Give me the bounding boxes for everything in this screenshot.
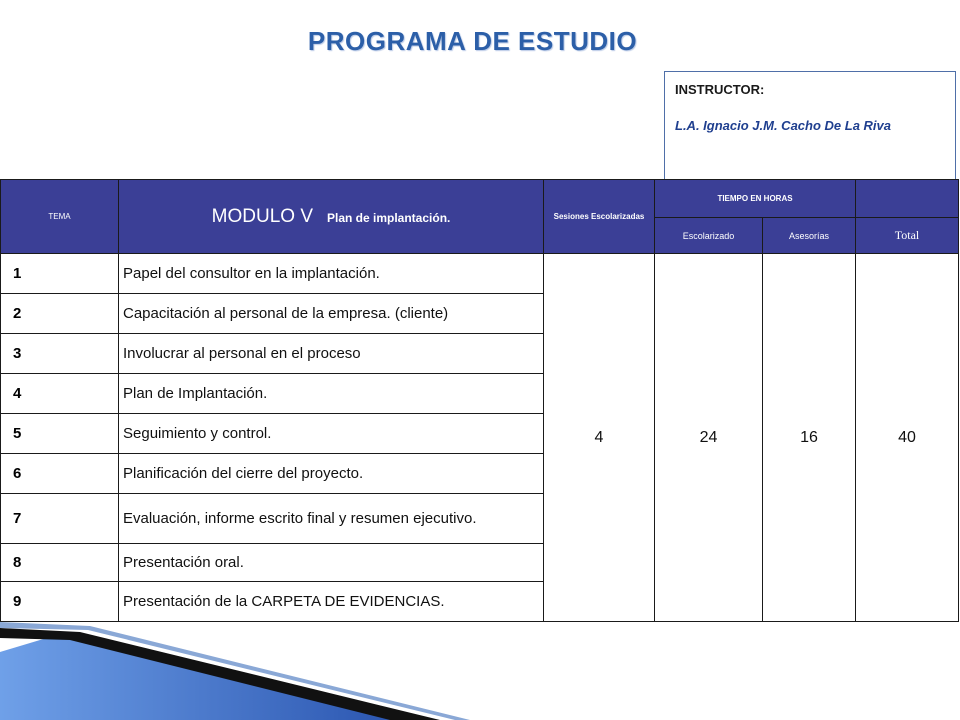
asesorias-header: Asesorías [763, 218, 856, 254]
asesorias-value: 16 [763, 254, 856, 622]
module-header [119, 180, 544, 254]
decorative-swoosh [0, 622, 560, 720]
instructor-label: INSTRUCTOR: [675, 82, 765, 97]
row-number: 4 [1, 374, 119, 414]
row-topic: Evaluación, informe escrito final y resumen ejecutivo. [119, 494, 544, 544]
sessions-header: Sesiones Escolarizadas [544, 180, 655, 254]
row-number: 8 [1, 544, 119, 582]
hours-header: TIEMPO EN HORAS [655, 180, 856, 218]
escolarizado-value: 24 [655, 254, 763, 622]
total-value: 40 [856, 254, 959, 622]
row-topic: Presentación de la CARPETA DE EVIDENCIAS. [119, 582, 544, 622]
escolarizado-header: Escolarizado [655, 218, 763, 254]
row-number: 1 [1, 254, 119, 294]
total-header: Total [856, 218, 959, 254]
row-topic: Papel del consultor en la implantación. [119, 254, 544, 294]
module-subtitle: Plan de implantación. [327, 210, 451, 225]
row-topic: Presentación oral. [119, 544, 544, 582]
module-title: MODULO V [211, 205, 313, 227]
row-topic: Planificación del cierre del proyecto. [119, 454, 544, 494]
row-topic: Capacitación al personal de la empresa. (cliente) [119, 294, 544, 334]
instructor-box [664, 71, 956, 179]
sessions-value: 4 [544, 254, 655, 622]
row-number: 7 [1, 494, 119, 544]
tema-header: TEMA [1, 180, 119, 254]
row-number: 5 [1, 414, 119, 454]
study-program-table [0, 179, 959, 622]
row-topic: Seguimiento y control. [119, 414, 544, 454]
instructor-name: L.A. Ignacio J.M. Cacho De La Riva [675, 118, 891, 133]
row-topic: Plan de Implantación. [119, 374, 544, 414]
row-topic: Involucrar al personal en el proceso [119, 334, 544, 374]
total-header-blank [856, 180, 959, 218]
row-number: 6 [1, 454, 119, 494]
row-number: 3 [1, 334, 119, 374]
row-number: 2 [1, 294, 119, 334]
row-number: 9 [1, 582, 119, 622]
page-title: PROGRAMA DE ESTUDIO [307, 26, 638, 56]
